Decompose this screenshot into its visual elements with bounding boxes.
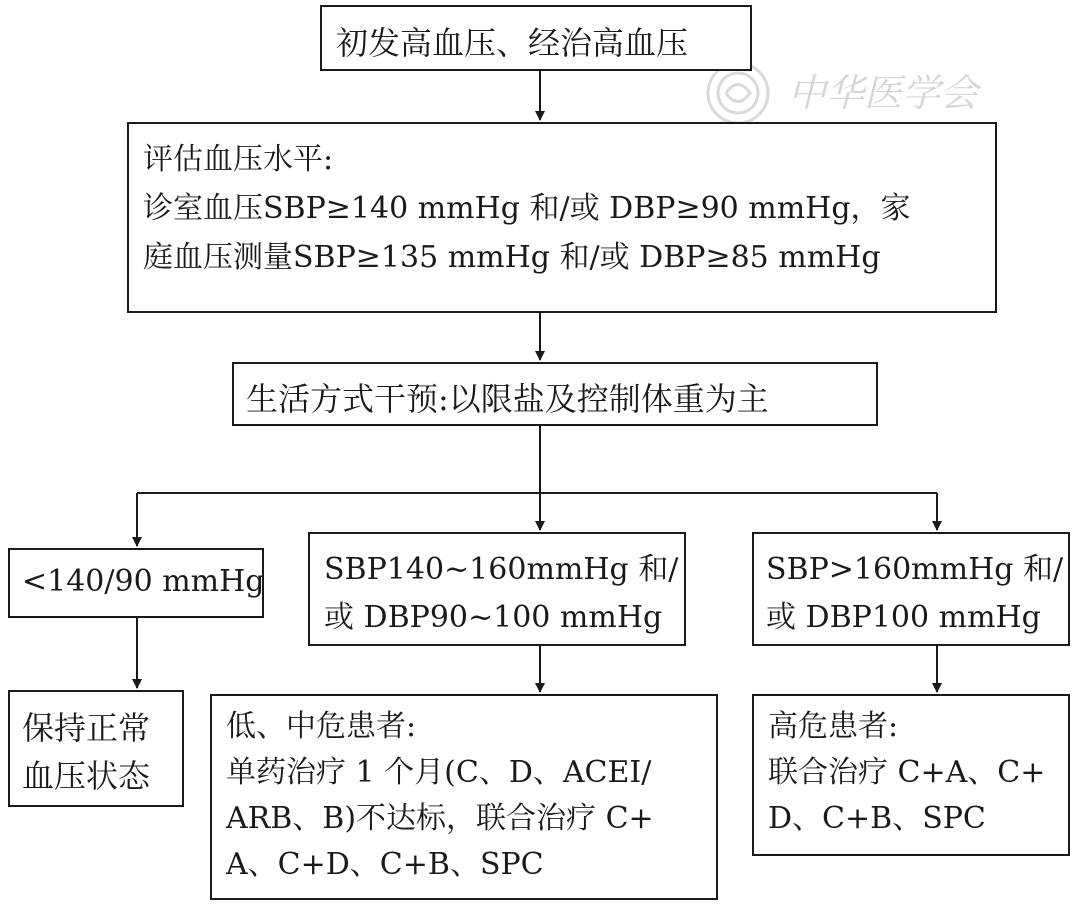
assessment-node [127,122,997,313]
low-bp-node [8,548,264,618]
low-mid-risk-node [210,694,718,900]
high-risk-title: 高危患者: [768,709,899,744]
low-mid-risk-line1: 单药治疗 1 个月(C、D、ACEI/ [226,755,652,790]
high-bp-line1: SBP>160mmHg 和/ [766,552,1064,587]
mid-bp-line2: 或 DBP90~100 mmHg [324,600,663,635]
low-bp-label: <140/90 mmHg [22,564,265,599]
assessment-office-bp: 诊室血压SBP≥140 mmHg 和/或 DBP≥90 mmHg，家 [143,191,911,226]
normal-bp-line1: 保持正常 [22,709,151,747]
lifestyle-node [232,362,878,426]
low-mid-risk-title: 低、中危患者: [226,709,417,744]
high-risk-line1: 联合治疗 C+A、C+ [768,755,1046,790]
watermark-text: 中华医学会 [788,71,979,115]
mid-bp-line1: SBP140~160mmHg 和/ [324,552,679,587]
low-mid-risk-line3: A、C+D、C+B、SPC [226,847,544,882]
high-risk-node [752,694,1070,856]
lifestyle-label: 生活方式干预:以限盐及控制体重为主 [246,380,769,418]
high-risk-line2: D、C+B、SPC [768,801,986,836]
normal-bp-line2: 血压状态 [22,757,151,795]
low-mid-risk-line2: ARB、B)不达标，联合治疗 C+ [226,801,654,836]
start-node-label: 初发高血压、经治高血压 [336,24,689,62]
start-node [320,5,752,71]
high-bp-node [752,532,1070,646]
assessment-home-bp: 庭血压测量SBP≥135 mmHg 和/或 DBP≥85 mmHg [143,240,881,275]
normal-bp-node [8,690,184,807]
high-bp-line2: 或 DBP100 mmHg [766,600,1041,635]
assessment-title: 评估血压水平: [143,142,334,177]
mid-bp-node [308,532,686,646]
